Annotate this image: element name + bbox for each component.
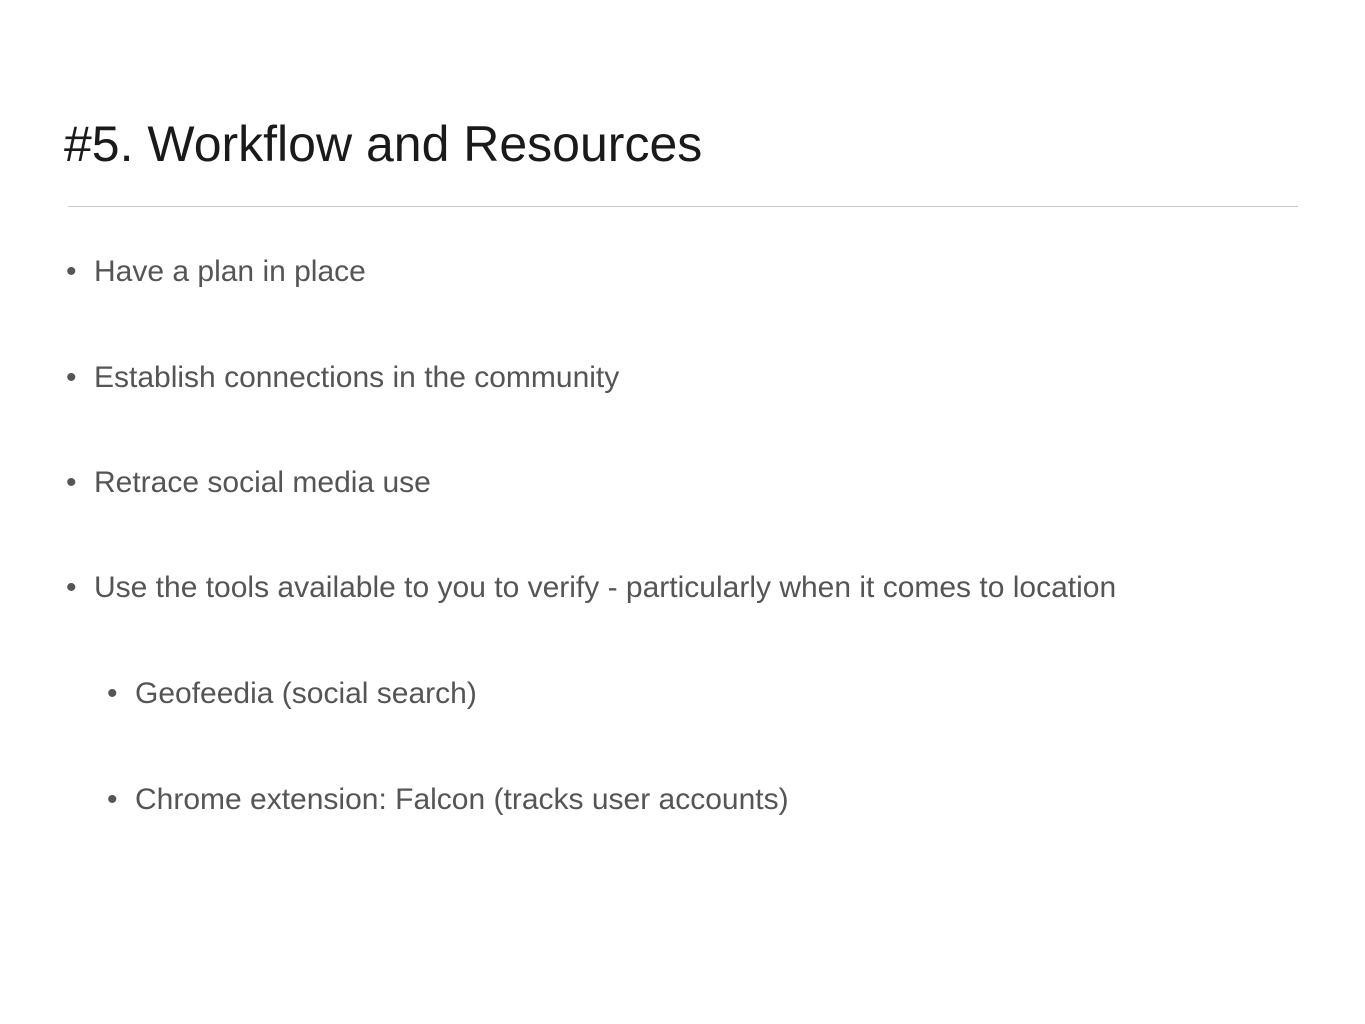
bullet-text: Use the tools available to you to verify - particularly when it comes to location (94, 571, 1117, 604)
bullet-dot-icon: • (107, 677, 118, 710)
bullet-item (66, 463, 431, 503)
sub-bullet-item (107, 780, 789, 820)
bullet-dot-icon: • (66, 466, 77, 499)
bullet-dot-icon: • (66, 571, 77, 604)
bullet-text: Have a plan in place (94, 255, 366, 288)
bullet-dot-icon: • (66, 255, 77, 288)
bullet-text: Establish connections in the community (94, 361, 620, 394)
slide-title: #5. Workflow and Resources (64, 116, 703, 172)
title-divider (68, 206, 1298, 207)
bullet-item (66, 252, 366, 292)
bullet-item (66, 358, 620, 398)
sub-bullet-item (107, 674, 477, 714)
bullet-text: Geofeedia (social search) (135, 677, 477, 710)
bullet-text: Chrome extension: Falcon (tracks user accounts) (135, 783, 789, 816)
bullet-dot-icon: • (107, 783, 118, 816)
bullet-dot-icon: • (66, 361, 77, 394)
bullet-item (66, 568, 1117, 608)
bullet-text: Retrace social media use (94, 466, 431, 499)
